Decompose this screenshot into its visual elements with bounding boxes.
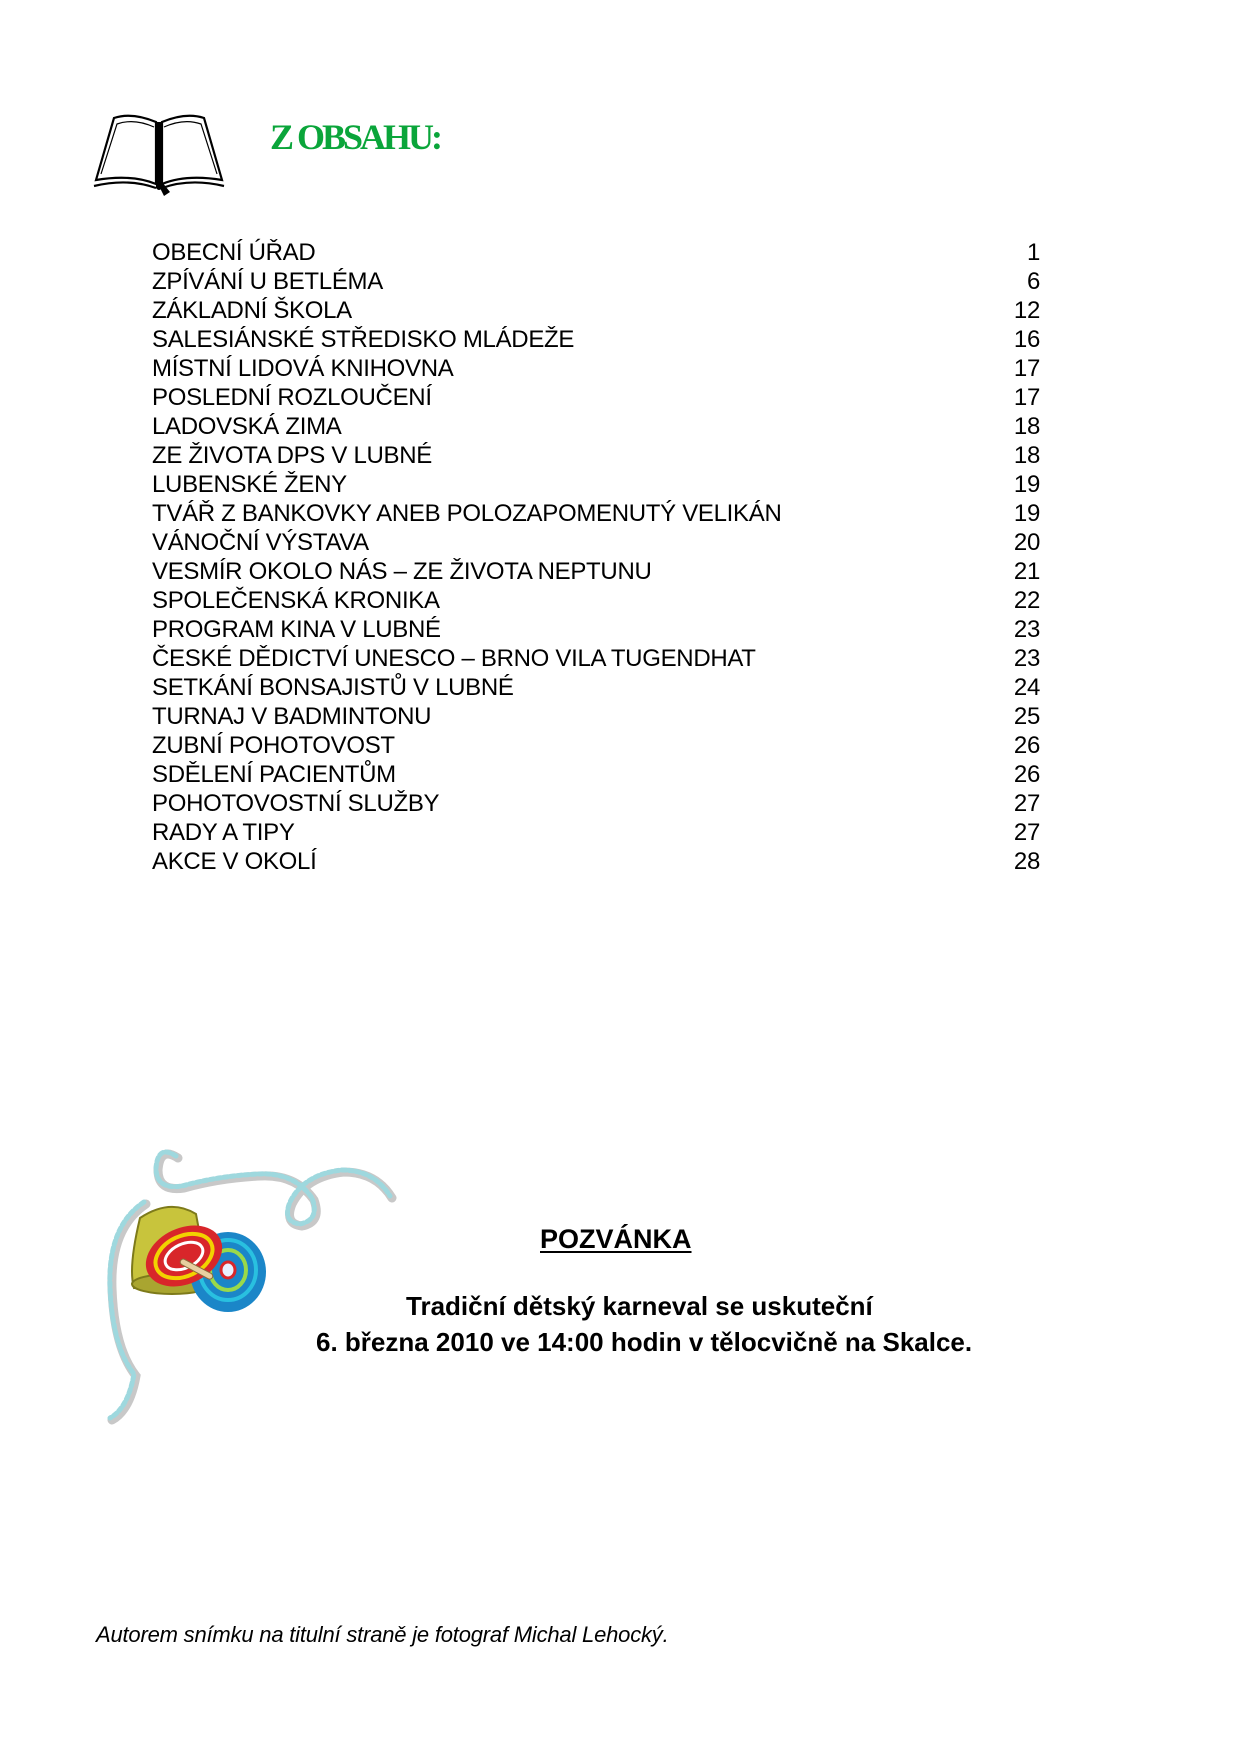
- toc-entry-title: TURNAJ V BADMINTONU: [152, 703, 432, 730]
- open-book-icon: [92, 108, 226, 198]
- invitation-date-line: 6. března 2010 ve 14:00 hodin v tělocvičně na Skalce.: [316, 1327, 973, 1357]
- invitation-text-line: Tradiční dětský karneval se uskuteční: [406, 1291, 873, 1321]
- toc-entry-title: LUBENSKÉ ŽENY: [152, 471, 347, 498]
- toc-entry-page: 26: [1013, 732, 1040, 759]
- toc-entry: [152, 499, 1040, 528]
- toc-entry-title: SPOLEČENSKÁ KRONIKA: [152, 587, 440, 614]
- toc-entry-page: 27: [1013, 790, 1040, 817]
- toc-entry: [152, 267, 1040, 296]
- toc-entry: [152, 296, 1040, 325]
- toc-entry-title: ČESKÉ DĚDICTVÍ UNESCO – BRNO VILA TUGENDHAT: [152, 645, 756, 672]
- toc-entry-page: 27: [1013, 819, 1040, 846]
- toc-entry: [152, 702, 1040, 731]
- toc-entry-page: 18: [1013, 413, 1040, 440]
- toc-entry-page: 12: [1013, 297, 1040, 324]
- toc-entry-page: 23: [1013, 645, 1040, 672]
- toc-entry: [152, 731, 1040, 760]
- toc-entry-page: 23: [1013, 616, 1040, 643]
- bell-drum-clipart: [100, 1148, 452, 1438]
- toc-entry-page: 17: [1013, 384, 1040, 411]
- toc-entry: [152, 470, 1040, 499]
- toc-entry-title: VÁNOČNÍ VÝSTAVA: [152, 529, 369, 556]
- toc-entry: [152, 644, 1040, 673]
- toc-entry-title: RADY A TIPY: [152, 819, 295, 846]
- toc-entry: [152, 557, 1040, 586]
- toc-entry-page: 20: [1013, 529, 1040, 556]
- invitation-title: POZVÁNKA: [540, 1224, 692, 1254]
- toc-entry-title: LADOVSKÁ ZIMA: [152, 413, 342, 440]
- toc-entry-page: 17: [1013, 355, 1040, 382]
- toc-entry-title: ZUBNÍ POHOTOVOST: [152, 732, 395, 759]
- toc-entry-title: POSLEDNÍ ROZLOUČENÍ: [152, 384, 432, 411]
- toc-entry-page: 21: [1013, 558, 1040, 585]
- toc-entry-title: OBECNÍ ÚŘAD: [152, 239, 316, 266]
- toc-entry-page: 26: [1013, 761, 1040, 788]
- toc-entry: [152, 847, 1040, 876]
- toc-entry-page: 25: [1013, 703, 1040, 730]
- toc-entry-title: SDĚLENÍ PACIENTŮM: [152, 761, 396, 788]
- toc-entry-page: 6: [1026, 268, 1040, 295]
- toc-entry: [152, 238, 1040, 267]
- photo-credit: Autorem snímku na titulní straně je fotograf Michal Lehocký.: [96, 1622, 669, 1647]
- toc-entry-title: VESMÍR OKOLO NÁS – ZE ŽIVOTA NEPTUNU: [152, 558, 652, 585]
- toc-entry-page: 24: [1013, 674, 1040, 701]
- toc-entry-page: 19: [1013, 500, 1040, 527]
- table-of-contents: [152, 238, 1040, 876]
- toc-entry-title: PROGRAM KINA V LUBNÉ: [152, 616, 441, 643]
- page-title: Z OBSAHU:: [270, 117, 441, 157]
- toc-entry-page: 28: [1013, 848, 1040, 875]
- toc-entry-title: POHOTOVOSTNÍ SLUŽBY: [152, 790, 440, 817]
- toc-entry-page: 19: [1013, 471, 1040, 498]
- toc-entry-title: SETKÁNÍ BONSAJISTŮ V LUBNÉ: [152, 674, 514, 701]
- toc-entry: [152, 818, 1040, 847]
- toc-entry-title: ZPÍVÁNÍ U BETLÉMA: [152, 268, 383, 295]
- toc-entry: [152, 615, 1040, 644]
- toc-entry-title: ZE ŽIVOTA DPS V LUBNÉ: [152, 442, 432, 469]
- toc-entry: [152, 586, 1040, 615]
- toc-entry: [152, 789, 1040, 818]
- toc-entry-page: 16: [1013, 326, 1040, 353]
- toc-entry: [152, 673, 1040, 702]
- toc-entry-page: 22: [1013, 587, 1040, 614]
- toc-entry-title: TVÁŘ Z BANKOVKY ANEB POLOZAPOMENUTÝ VELIKÁN: [152, 500, 782, 527]
- toc-entry-page: 18: [1013, 442, 1040, 469]
- toc-entry-title: SALESIÁNSKÉ STŘEDISKO MLÁDEŽE: [152, 326, 575, 353]
- toc-entry: [152, 412, 1040, 441]
- toc-entry: [152, 354, 1040, 383]
- toc-entry: [152, 325, 1040, 354]
- toc-entry: [152, 441, 1040, 470]
- toc-entry: [152, 528, 1040, 557]
- toc-entry-title: ZÁKLADNÍ ŠKOLA: [152, 297, 352, 324]
- toc-entry-title: AKCE V OKOLÍ: [152, 848, 317, 875]
- toc-entry: [152, 760, 1040, 789]
- toc-entry-title: MÍSTNÍ LIDOVÁ KNIHOVNA: [152, 355, 454, 382]
- toc-entry-page: 1: [1026, 239, 1040, 266]
- toc-entry: [152, 383, 1040, 412]
